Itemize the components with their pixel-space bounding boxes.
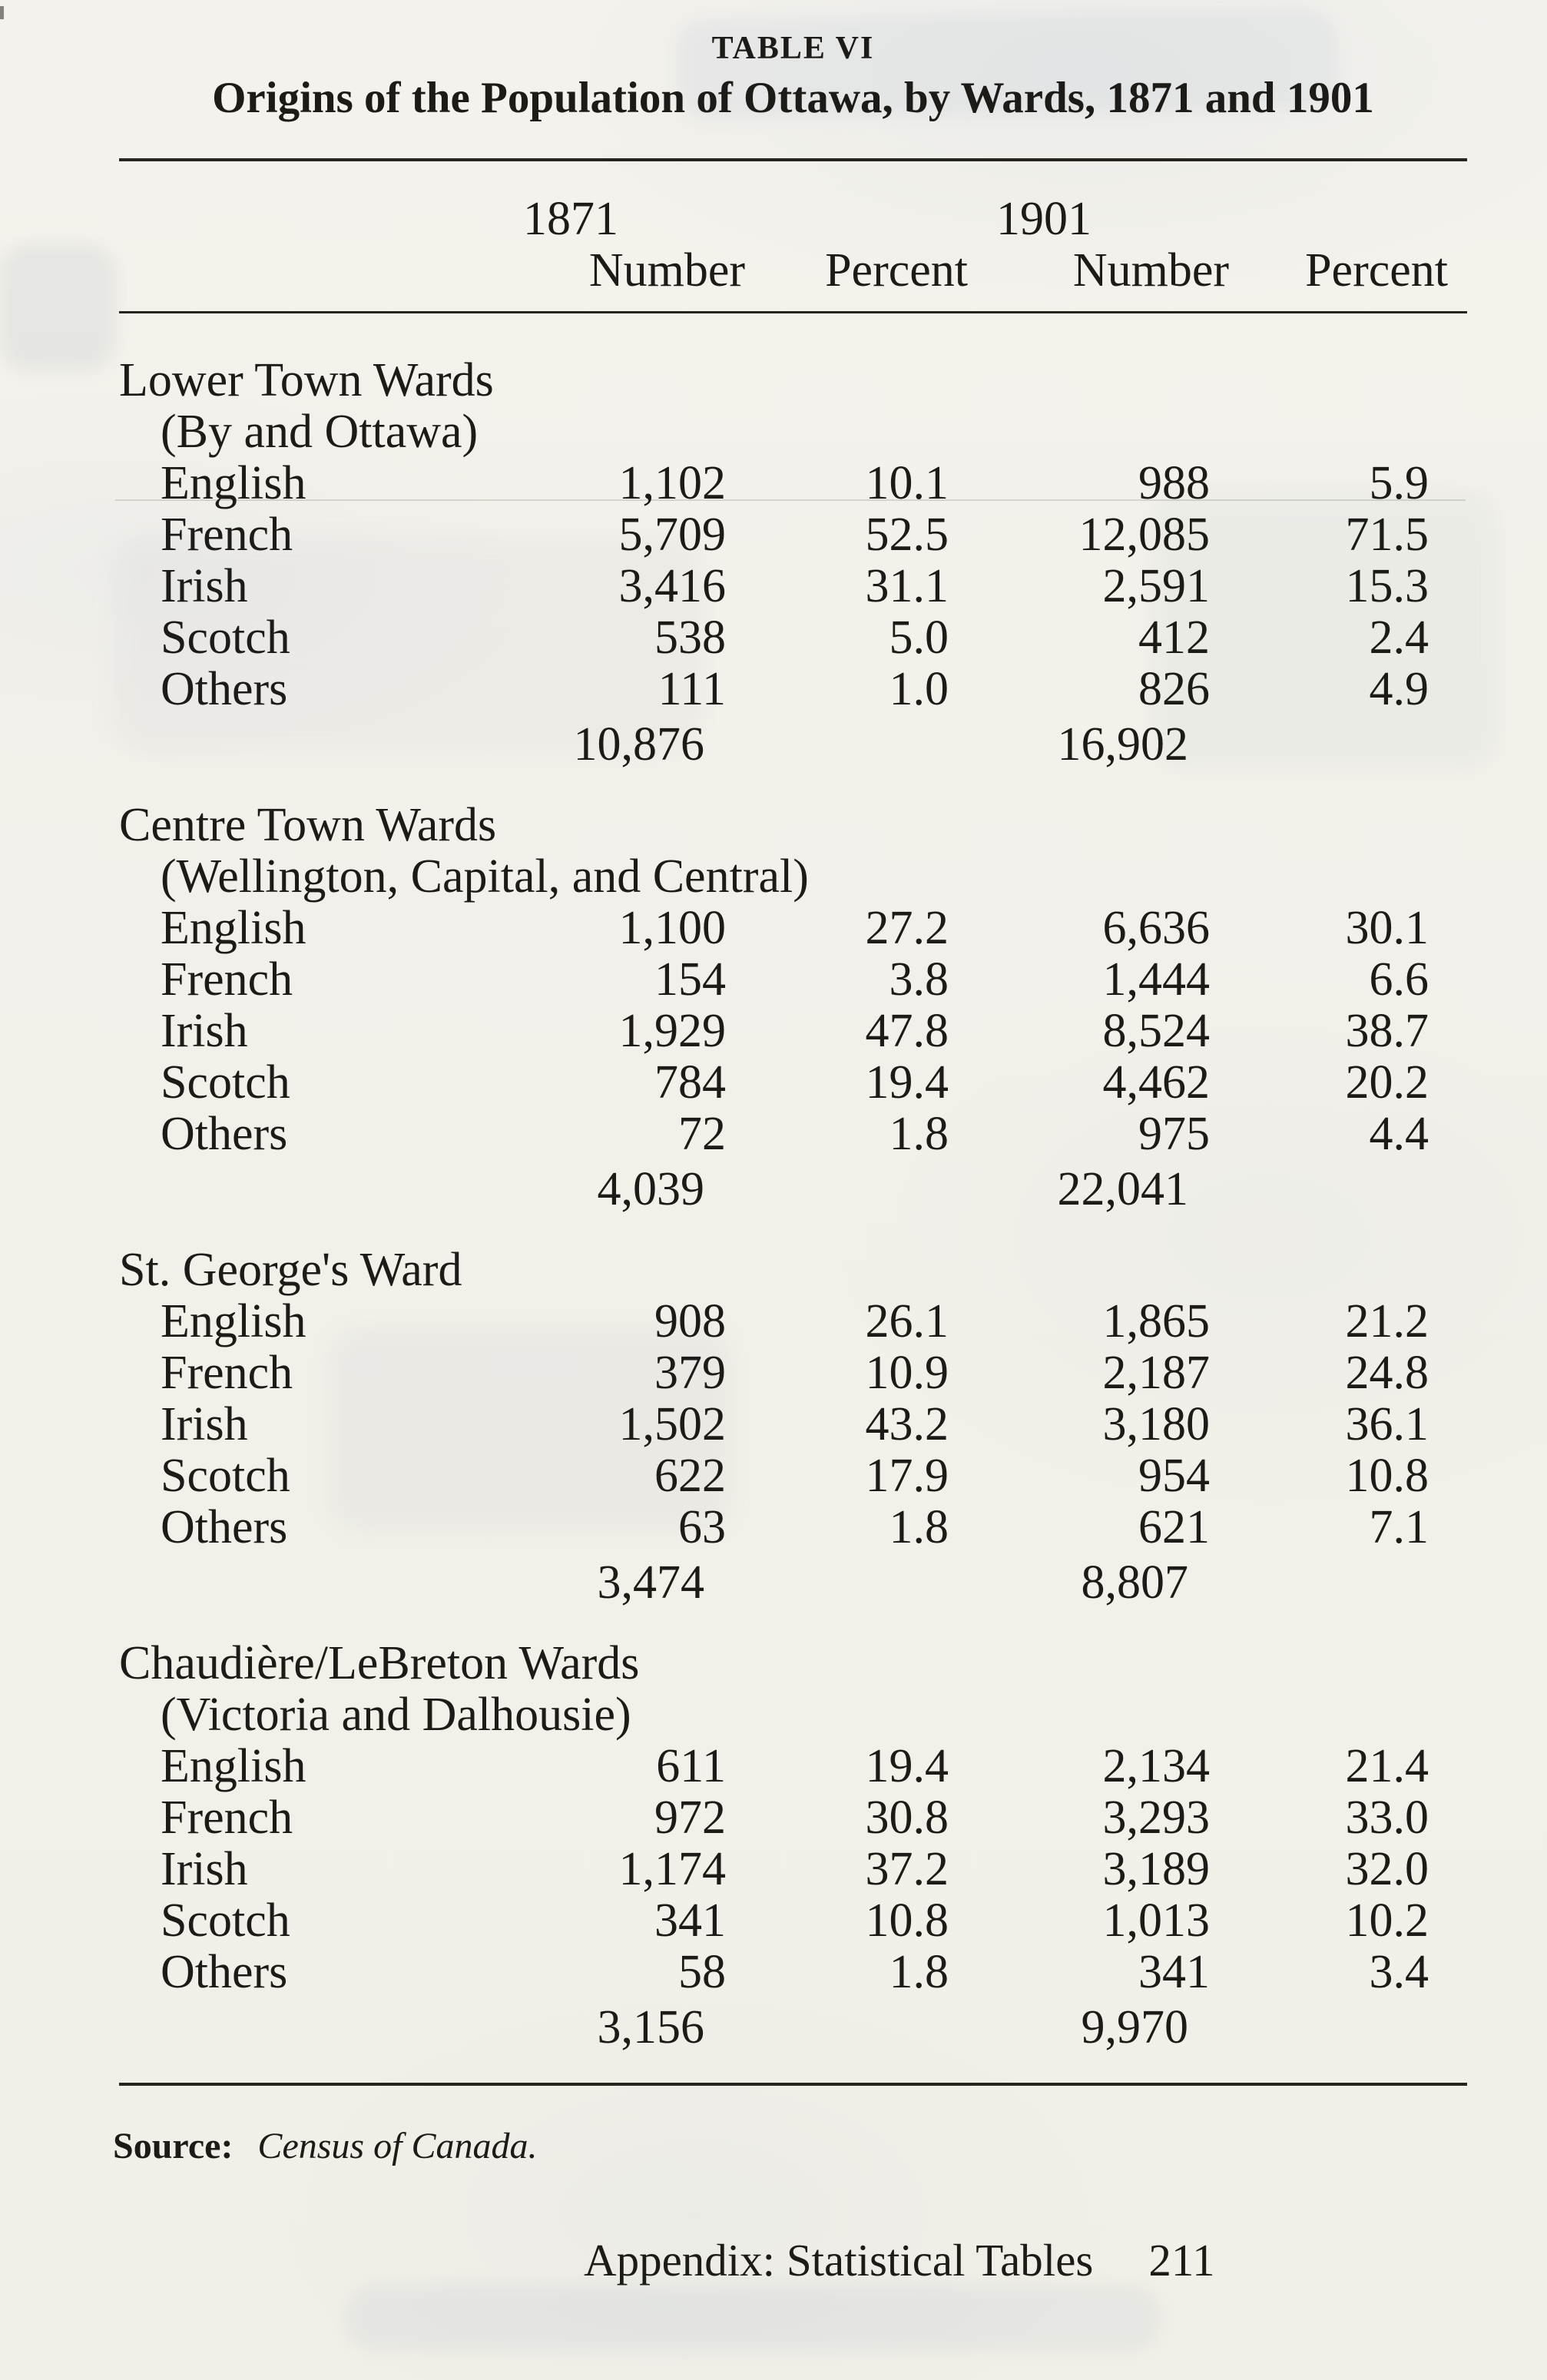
table-row: [119, 1057, 1467, 1109]
table-row: [119, 903, 1467, 954]
page-footer: [584, 2233, 1467, 2287]
row-label: Irish: [161, 560, 248, 612]
section-heading: Lower Town Wards: [119, 354, 494, 406]
row-label: English: [161, 1295, 306, 1347]
cell-number-1871: 622: [654, 1450, 726, 1502]
cell-percent-1901: 10.8: [1345, 1450, 1429, 1502]
cell-number-1901: 12,085: [1078, 509, 1210, 561]
bleed-through-smudge: [346, 2286, 1160, 2351]
cell-number-1901: 3,180: [1102, 1398, 1210, 1450]
row-label: French: [161, 509, 293, 561]
cell-percent-1901: 7.1: [1369, 1501, 1429, 1553]
row-label: Others: [161, 1108, 288, 1160]
total-1901-cell: [949, 1553, 1210, 1627]
header-bottom-rule: [119, 311, 1467, 313]
table-row: [119, 509, 1467, 561]
cell-number-1901: 6,636: [1102, 902, 1210, 954]
cell-number-1901: 3,293: [1102, 1792, 1210, 1844]
row-label: English: [161, 902, 306, 954]
cell-number-1871: 1,102: [618, 457, 726, 509]
spacer-cell: [1210, 1998, 1429, 2072]
cell-percent-1901: 3.4: [1369, 1946, 1429, 1998]
col-header-percent-1871: Percent: [825, 244, 968, 297]
cell-number-1871: 1,174: [618, 1843, 726, 1895]
table-row: [119, 612, 1467, 664]
table-top-rule: [119, 158, 1467, 161]
section-total-1901: 8,807: [1081, 1556, 1188, 1609]
row-label: English: [161, 1740, 306, 1792]
spacer-cell: [119, 1553, 430, 1627]
cell-percent-1871: 19.4: [865, 1740, 949, 1792]
ward-section: [119, 800, 1467, 1234]
cell-number-1871: 1,929: [618, 1005, 726, 1057]
total-1901-cell: [949, 1160, 1210, 1234]
table-row: [119, 1109, 1467, 1160]
spacer-cell: [119, 715, 430, 789]
table-body: [119, 355, 1467, 2072]
section-total-1871: 10,876: [573, 718, 704, 771]
cell-percent-1871: 30.8: [865, 1792, 949, 1844]
column-header-row: [119, 245, 1467, 297]
cell-percent-1901: 2.4: [1369, 612, 1429, 664]
section-heading: St. George's Ward: [119, 1244, 462, 1296]
source-text: Census of Canada.: [257, 2126, 538, 2166]
cell-number-1901: 954: [1138, 1450, 1210, 1502]
total-underline: [949, 1998, 1210, 2057]
cell-percent-1901: 21.2: [1345, 1295, 1429, 1347]
spacer-cell: [138, 245, 449, 297]
row-label: Irish: [161, 1005, 248, 1057]
cell-percent-1871: 1.8: [889, 1108, 949, 1160]
cell-number-1901: 1,865: [1102, 1295, 1210, 1347]
cell-percent-1871: 47.8: [865, 1005, 949, 1057]
spacer-cell: [726, 1553, 949, 1627]
section-total-row: [119, 1998, 1467, 2072]
row-label: Irish: [161, 1843, 248, 1895]
total-underline: [430, 1160, 726, 1218]
table-bottom-rule: [119, 2083, 1467, 2086]
spacer-cell: [1210, 715, 1429, 789]
cell-number-1901: 3,189: [1102, 1843, 1210, 1895]
section-total-row: [119, 1553, 1467, 1627]
cell-percent-1871: 3.8: [889, 953, 949, 1006]
total-1871-cell: [430, 715, 726, 789]
col-header-percent-1901: Percent: [1305, 244, 1448, 297]
cell-number-1901: 341: [1138, 1946, 1210, 1998]
row-label: Irish: [161, 1398, 248, 1450]
table-row: [119, 1947, 1467, 1998]
cell-number-1871: 611: [656, 1740, 726, 1792]
year-header-1871: 1871: [523, 193, 618, 245]
total-underline: [949, 1553, 1210, 1612]
spacer-cell: [726, 1160, 949, 1234]
cell-percent-1901: 36.1: [1345, 1398, 1429, 1450]
total-1871-cell: [430, 1998, 726, 2072]
section-total-1871: 3,474: [597, 1556, 704, 1609]
cell-number-1871: 784: [654, 1056, 726, 1109]
cell-number-1901: 2,187: [1102, 1347, 1210, 1399]
cell-percent-1901: 21.4: [1345, 1740, 1429, 1792]
scan-edge-speck: [0, 6, 4, 19]
cell-number-1901: 826: [1138, 663, 1210, 715]
table-row: [119, 1792, 1467, 1844]
table-row: [119, 1741, 1467, 1792]
total-1901-cell: [949, 1998, 1210, 2072]
cell-number-1901: 1,444: [1102, 953, 1210, 1006]
cell-number-1871: 58: [678, 1946, 726, 1998]
table-row: [119, 458, 1467, 509]
row-label: Others: [161, 1946, 288, 1998]
cell-number-1901: 975: [1138, 1108, 1210, 1160]
cell-number-1901: 988: [1138, 457, 1210, 509]
cell-number-1901: 412: [1138, 612, 1210, 664]
section-total-1871: 4,039: [597, 1163, 704, 1215]
section-heading: Chaudière/LeBreton Wards: [119, 1637, 640, 1689]
cell-number-1871: 379: [654, 1347, 726, 1399]
cell-number-1871: 972: [654, 1792, 726, 1844]
cell-percent-1871: 10.8: [865, 1894, 949, 1947]
cell-percent-1901: 33.0: [1345, 1792, 1429, 1844]
cell-percent-1871: 5.0: [889, 612, 949, 664]
page-content: [113, 0, 1467, 2287]
table-row: [119, 1399, 1467, 1450]
cell-number-1901: 2,591: [1102, 560, 1210, 612]
table-row: [119, 954, 1467, 1006]
cell-percent-1871: 26.1: [865, 1295, 949, 1347]
row-label: Scotch: [161, 1056, 290, 1109]
cell-number-1871: 63: [678, 1501, 726, 1553]
ward-section: [119, 1638, 1467, 2072]
cell-number-1871: 154: [654, 953, 726, 1006]
spacer-cell: [726, 1998, 949, 2072]
cell-number-1871: 538: [654, 612, 726, 664]
ward-section: [119, 355, 1467, 789]
cell-number-1871: 341: [654, 1894, 726, 1947]
cell-number-1901: 4,462: [1102, 1056, 1210, 1109]
page-number: 211: [1148, 2235, 1215, 2286]
table-row: [119, 561, 1467, 612]
table-row: [119, 1347, 1467, 1399]
col-header-number-1901: Number: [1072, 244, 1229, 297]
cell-number-1871: 1,502: [618, 1398, 726, 1450]
cell-percent-1901: 30.1: [1345, 902, 1429, 954]
footer-running-title: Appendix: Statistical Tables: [584, 2235, 1094, 2286]
row-label: English: [161, 457, 306, 509]
cell-number-1901: 8,524: [1102, 1005, 1210, 1057]
cell-percent-1871: 17.9: [865, 1450, 949, 1502]
table-row: [119, 1450, 1467, 1502]
section-heading: Centre Town Wards: [119, 799, 497, 851]
cell-percent-1901: 20.2: [1345, 1056, 1429, 1109]
total-1871-cell: [430, 1553, 726, 1627]
total-underline: [949, 1160, 1210, 1218]
year-header-1901: 1901: [996, 193, 1092, 245]
table-title: Origins of the Population of Ottawa, by Wards, 1871 and 1901: [212, 74, 1374, 122]
section-total-row: [119, 1160, 1467, 1234]
table-row: [119, 1006, 1467, 1057]
cell-percent-1901: 24.8: [1345, 1347, 1429, 1399]
row-label: French: [161, 953, 293, 1006]
section-total-row: [119, 715, 1467, 789]
row-label: Scotch: [161, 612, 290, 664]
cell-percent-1871: 1.8: [889, 1501, 949, 1553]
total-underline: [430, 1998, 726, 2057]
cell-percent-1871: 19.4: [865, 1056, 949, 1109]
section-subheading: (Wellington, Capital, and Central): [161, 850, 809, 903]
cell-number-1871: 72: [678, 1108, 726, 1160]
cell-number-1871: 3,416: [618, 560, 726, 612]
spacer-cell: [1210, 1160, 1429, 1234]
cell-percent-1871: 31.1: [865, 560, 949, 612]
cell-number-1871: 1,100: [618, 902, 726, 954]
row-label: Scotch: [161, 1450, 290, 1502]
cell-percent-1901: 5.9: [1369, 457, 1429, 509]
cell-percent-1901: 32.0: [1345, 1843, 1429, 1895]
total-underline: [430, 1553, 726, 1612]
table-row: [119, 664, 1467, 715]
table-row: [119, 1502, 1467, 1553]
spacer-cell: [119, 1998, 430, 2072]
cell-percent-1901: 6.6: [1369, 953, 1429, 1006]
table-row: [119, 1296, 1467, 1347]
table-number-label: TABLE VI: [711, 31, 875, 66]
year-header-row: [119, 194, 1467, 245]
cell-percent-1871: 43.2: [865, 1398, 949, 1450]
cell-percent-1901: 38.7: [1345, 1005, 1429, 1057]
total-underline: [949, 715, 1210, 774]
cell-percent-1871: 1.0: [889, 663, 949, 715]
cell-percent-1871: 52.5: [865, 509, 949, 561]
cell-number-1871: 5,709: [618, 509, 726, 561]
row-label: French: [161, 1792, 293, 1844]
source-label: Source:: [113, 2126, 234, 2166]
cell-percent-1901: 4.4: [1369, 1108, 1429, 1160]
cell-number-1901: 2,134: [1102, 1740, 1210, 1792]
cell-percent-1871: 1.8: [889, 1946, 949, 1998]
source-line: [113, 2120, 1467, 2173]
row-label: French: [161, 1347, 293, 1399]
total-1871-cell: [430, 1160, 726, 1234]
bleed-through-smudge: [0, 244, 115, 371]
cell-percent-1871: 37.2: [865, 1843, 949, 1895]
section-total-1871: 3,156: [597, 2001, 704, 2053]
cell-percent-1871: 10.9: [865, 1347, 949, 1399]
row-label: Scotch: [161, 1894, 290, 1947]
cell-number-1901: 1,013: [1102, 1894, 1210, 1947]
section-total-1901: 16,902: [1057, 718, 1188, 771]
cell-percent-1901: 15.3: [1345, 560, 1429, 612]
cell-number-1901: 621: [1138, 1501, 1210, 1553]
cell-percent-1901: 4.9: [1369, 663, 1429, 715]
spacer-cell: [1210, 1553, 1429, 1627]
cell-percent-1901: 10.2: [1345, 1894, 1429, 1947]
ward-section: [119, 1245, 1467, 1627]
table-row: [119, 1844, 1467, 1895]
cell-percent-1901: 71.5: [1345, 509, 1429, 561]
total-1901-cell: [949, 715, 1210, 789]
section-subheading: (By and Ottawa): [161, 406, 479, 458]
total-underline: [430, 715, 726, 774]
cell-number-1871: 908: [654, 1295, 726, 1347]
row-label: Others: [161, 1501, 288, 1553]
row-label: Others: [161, 663, 288, 715]
spacer-cell: [119, 1160, 430, 1234]
cell-percent-1871: 27.2: [865, 902, 949, 954]
section-subheading: (Victoria and Dalhousie): [161, 1689, 631, 1741]
section-total-1901: 22,041: [1057, 1163, 1188, 1215]
cell-percent-1871: 10.1: [865, 457, 949, 509]
spacer-cell: [726, 715, 949, 789]
cell-number-1871: 111: [658, 663, 726, 715]
section-total-1901: 9,970: [1081, 2001, 1188, 2053]
table-row: [119, 1895, 1467, 1947]
col-header-number-1871: Number: [588, 244, 745, 297]
